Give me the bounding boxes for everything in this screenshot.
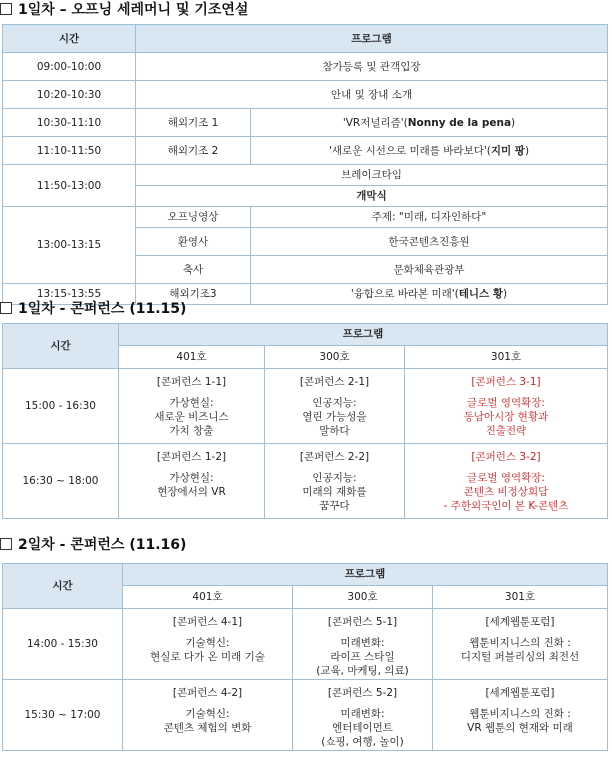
session-cell: [123, 609, 293, 680]
room-300: 300호: [265, 345, 405, 368]
session-line: 콘텐츠 비정상회담: [463, 486, 549, 498]
session-line: 열린 가능성을: [302, 411, 367, 423]
table-row: [3, 53, 608, 81]
session-line: 현실로 다가 온 미래 기술: [150, 651, 265, 663]
talk-title: '새로운 시선으로 미래를 바라보다'(: [328, 144, 491, 157]
session-line: 동남아시장 현황과: [463, 411, 549, 423]
header-program: 프로그램: [123, 564, 608, 586]
session-line: [316, 629, 409, 636]
time-cell: 15:00 - 16:30: [3, 369, 119, 444]
session-cell: [293, 680, 433, 751]
session-cell: [265, 369, 405, 444]
session-text: [154, 375, 228, 438]
session-line: [300, 464, 369, 471]
section-title-day1-conference: [0, 299, 186, 319]
session-text: [300, 450, 369, 513]
session-cell: [433, 609, 608, 680]
session-line: [150, 629, 265, 636]
session-line: 미래의 재화를: [302, 486, 367, 498]
header-time: 시간: [3, 25, 136, 53]
section-title-day1-ceremony: [0, 0, 248, 20]
session-line: [콘퍼런스 5-2]: [327, 687, 398, 699]
session-cell: [405, 444, 608, 519]
program-cell: 문화체육관광부: [251, 256, 608, 284]
session-line: [콘퍼런스 4-2]: [172, 687, 243, 699]
section-title-text: 1일차 – 오프닝 세레머니 및 기조연설: [18, 2, 249, 18]
time-cell: 15:30 ~ 17:00: [3, 680, 123, 751]
ceremony-table: [2, 24, 608, 305]
session-line: [콘퍼런스 1-1]: [156, 376, 227, 388]
session-text: [157, 450, 226, 499]
table-row: [3, 109, 608, 137]
section-title-text: 1일차 - 콘퍼런스 (11.15): [18, 301, 187, 317]
session-line: [콘퍼런스 2-1]: [299, 376, 370, 388]
speaker-name: 테니스 황: [458, 288, 503, 300]
program-cell: 주제: "미래, 디자인하다": [251, 207, 608, 228]
time-cell: 13:00-13:15: [3, 207, 136, 284]
session-line: 꿈꾸다: [319, 500, 350, 512]
session-line: [세계웹툰포럼]: [485, 687, 555, 699]
table-header-row: [3, 324, 608, 346]
header-program: 프로그램: [119, 324, 608, 346]
session-line: 기술혁신:: [185, 708, 230, 720]
label-cell: 해외기조 1: [136, 109, 251, 137]
session-line: 현장에서의 VR: [157, 486, 226, 498]
label-cell: 환영사: [136, 228, 251, 256]
session-line: 라이프 스타일: [330, 651, 395, 663]
session-cell: [119, 369, 265, 444]
session-line: [154, 389, 228, 396]
session-line: 말하다: [319, 425, 350, 437]
program-cell: 개막식: [136, 186, 608, 207]
session-text: [461, 615, 579, 664]
program-cell: [251, 109, 608, 137]
room-300: 300호: [293, 585, 433, 608]
session-line: [콘퍼런스 4-1]: [172, 616, 243, 628]
speaker-name: 지미 팡: [490, 144, 525, 157]
session-line: 가치 창출: [169, 425, 214, 437]
talk-title: 'VR저널리즘'(: [342, 116, 408, 129]
session-line: 미래변화:: [340, 708, 385, 720]
session-text: [444, 450, 569, 513]
session-cell: [123, 680, 293, 751]
session-line: [콘퍼런스 5-1]: [327, 616, 398, 628]
table-header-row: [3, 25, 608, 53]
session-line: [464, 389, 548, 396]
session-line: [461, 629, 579, 636]
session-line: [467, 700, 573, 707]
table-row: [3, 165, 608, 186]
session-cell: [265, 444, 405, 519]
session-line: [콘퍼런스 2-2]: [299, 451, 370, 463]
session-line: (쇼핑, 여행, 놀이): [321, 736, 404, 748]
paren-close: ): [511, 116, 516, 129]
session-line: 웹툰비지니스의 진화 :: [469, 708, 571, 720]
paren-close: ): [524, 144, 530, 157]
session-line: 웹툰비지니스의 진화 :: [469, 637, 571, 649]
time-cell: 16:30 ~ 18:00: [3, 444, 119, 519]
session-line: [164, 700, 252, 707]
table-row: [3, 444, 608, 519]
table-row: [3, 81, 608, 109]
session-line: VR 웹툰의 현재와 미래: [467, 722, 573, 734]
session-cell: [405, 369, 608, 444]
session-line: - 주한외국인이 본 K-콘텐츠: [443, 500, 569, 512]
time-cell: 11:50-13:00: [3, 165, 136, 207]
checkbox-square-icon: [0, 302, 12, 314]
label-cell: 오프닝영상: [136, 207, 251, 228]
checkbox-square-icon: [0, 538, 12, 550]
session-cell: [119, 444, 265, 519]
section-title-day2-conference: [0, 535, 186, 555]
session-line: 인공지능:: [312, 472, 357, 484]
table-row: [3, 680, 608, 751]
time-cell: 09:00-10:00: [3, 53, 136, 81]
header-time: 시간: [3, 564, 123, 609]
label-cell: 해외기조 2: [136, 137, 251, 165]
session-line: [콘퍼런스 3-2]: [471, 451, 541, 463]
session-text: [150, 615, 265, 664]
session-line: [300, 389, 369, 396]
table-row: [3, 369, 608, 444]
section-title-text: 2일차 - 콘퍼런스 (11.16): [18, 537, 187, 553]
session-line: 미래변화:: [340, 637, 385, 649]
label-cell: 축사: [136, 256, 251, 284]
session-line: 디지털 퍼블리싱의 최전선: [460, 651, 580, 663]
room-401: 401호: [119, 345, 265, 368]
room-301: 301호: [405, 345, 608, 368]
session-line: 가상현실:: [169, 397, 214, 409]
program-cell: [251, 137, 608, 165]
session-line: [157, 464, 226, 471]
time-cell: 10:30-11:10: [3, 109, 136, 137]
time-cell: 13:15-13:55: [3, 284, 136, 305]
label-cell: 해외기조3: [136, 284, 251, 305]
session-line: [콘퍼런스 3-1]: [471, 376, 541, 388]
session-line: 인공지능:: [312, 397, 357, 409]
session-line: 새로운 비즈니스: [154, 411, 229, 423]
session-cell: [433, 680, 608, 751]
room-301: 301호: [433, 585, 608, 608]
program-cell: [251, 284, 608, 305]
session-line: 글로벌 영역확장:: [467, 397, 545, 409]
session-line: [콘퍼런스 1-2]: [156, 451, 227, 463]
session-line: 엔터테이먼트: [332, 722, 393, 734]
session-text: [164, 686, 252, 735]
checkbox-square-icon: [0, 3, 12, 15]
day2-conference-table: [2, 563, 608, 751]
program-cell: 한국콘텐츠진흥원: [251, 228, 608, 256]
session-line: 가상현실:: [169, 472, 214, 484]
table-row: [3, 207, 608, 228]
session-text: [300, 375, 369, 438]
session-line: [세계웹툰포럼]: [485, 616, 555, 628]
session-line: 기술혁신:: [185, 637, 230, 649]
session-line: 글로벌 영역확장:: [467, 472, 545, 484]
session-line: 콘텐츠 체험의 변화: [163, 722, 252, 734]
session-line: [321, 700, 403, 707]
day1-conference-table: [2, 323, 608, 519]
talk-title: '융합으로 바라본 미래'(: [350, 288, 459, 300]
program-cell: 브레이크타임: [136, 165, 608, 186]
program-cell: 참가등록 및 관객입장: [136, 53, 608, 81]
session-line: 진출전략: [485, 425, 527, 437]
table-row: [3, 137, 608, 165]
session-line: [444, 464, 569, 471]
header-time: 시간: [3, 324, 119, 369]
session-line: (교육, 마케팅, 의료): [316, 665, 409, 677]
session-text: [321, 686, 403, 749]
table-row: [3, 609, 608, 680]
session-text: [464, 375, 548, 438]
speaker-name: Nonny de la pena: [407, 116, 512, 129]
program-cell: 안내 및 장내 소개: [136, 81, 608, 109]
time-cell: 10:20-10:30: [3, 81, 136, 109]
session-text: [467, 686, 573, 735]
time-cell: 14:00 - 15:30: [3, 609, 123, 680]
session-text: [316, 615, 409, 678]
table-header-row: [3, 564, 608, 586]
header-program: 프로그램: [136, 25, 608, 53]
session-cell: [293, 609, 433, 680]
room-401: 401호: [123, 585, 293, 608]
time-cell: 11:10-11:50: [3, 137, 136, 165]
paren-close: ): [502, 288, 508, 300]
